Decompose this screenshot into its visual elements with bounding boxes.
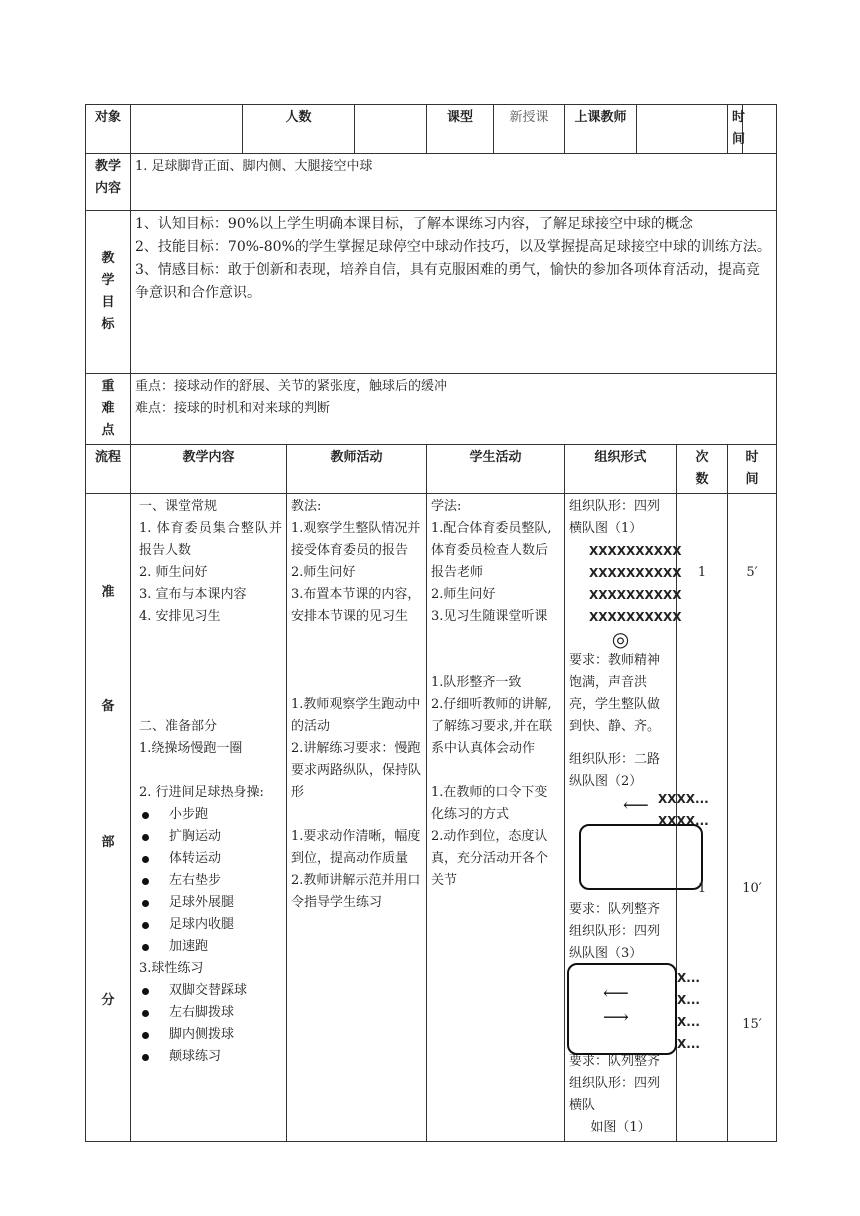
goals-label-char: 教 [101,251,115,266]
object-label: 对象 [86,105,131,154]
keypoints-label [86,374,131,445]
form3-label: 组织队形：四列纵队图（3） [569,924,661,961]
times-value: 1 [697,881,707,896]
exercise-item: 体转运动 [139,848,282,870]
object-value [131,105,243,154]
req1: 要求：教师精神饱满，声音洪亮，学生整队做到快、静、齐。 [569,653,661,734]
ball-item: 脚内侧拨球 [139,1024,282,1046]
form4-ref: 如图（1） [590,1120,651,1135]
goals-text [131,211,777,374]
type-label: 课型 [427,105,494,154]
keypoints-label-char: 重 [101,379,115,394]
teacher-item: 1.教师观察学生跑动中的活动 [291,697,421,734]
section-label [86,494,131,1142]
duration-value: 10′ [742,881,762,896]
goal-cognitive: 1、认知目标：90%以上学生明确本课目标，了解本课练习内容，了解足球接空中球的概念 [135,216,694,232]
left-arrow-icon: ⟵ [623,795,649,816]
col-times [677,445,728,494]
routine-item: 2. 师生问好 [139,565,208,580]
time-value [743,105,777,154]
req2: 要求：队列整齐 [569,902,661,917]
teacher-method: 教法: [291,499,322,514]
ball-title: 3.球性练习 [139,961,204,976]
times-value: 1 [697,565,707,580]
section-label-char: 准 [101,585,115,600]
content-label-line: 教学 [94,159,121,174]
formation-row: XXXXXXXXXX [589,588,682,602]
col-organization: 组织形式 [565,445,677,494]
right-arrow-icon: ⟶ [603,1007,629,1028]
duration-value: 5′ [746,565,758,580]
warmup-item: 1.绕操场慢跑一圈 [139,741,243,756]
routine-title: 一、课堂常规 [139,499,218,514]
goals-label-char: 标 [101,317,115,332]
exercise-item: 左右垫步 [139,870,282,892]
student-item: 2.师生问好 [431,587,496,602]
section-label-char: 分 [101,993,115,1008]
keypoints-row [86,374,777,445]
form1-label: 组织队形：四列横队图（1） [569,499,661,536]
keypoints-label-char: 点 [101,423,115,438]
goals-label-char: 目 [101,295,115,310]
column-mark: XXXX... [658,792,709,806]
teacher-label: 上课教师 [565,105,637,154]
goal-skill: 2、技能目标：70%-80%的学生掌握足球停空中球动作技巧，以及掌握提高足球接空中球的训练方法。 [135,239,771,255]
teacher-position-icon: ◎ [611,627,630,651]
column-mark: XXXX... [658,814,709,828]
col-duration-char: 间 [745,472,759,487]
preparation-row [86,494,777,1142]
keypoints-text [131,374,777,445]
duration-value: 15′ [742,1017,762,1032]
col-times-char: 数 [695,472,709,487]
student-activity-cell [427,494,565,1142]
goals-label [86,211,131,374]
routine-item: 4. 安排见习生 [139,609,221,624]
exercise-item: 加速跑 [139,936,282,958]
ball-item: 颠球练习 [139,1046,282,1068]
teaching-content-cell [131,494,287,1142]
column-header-row [86,445,777,494]
time-label: 时间 [728,105,743,154]
routine-item: 1. 体育委员集合整队并报告人数 [139,521,282,558]
formation-row: XXXXXXXXXX [589,566,682,580]
col-process: 流程 [86,445,131,494]
goals-row [86,211,777,374]
column-mark: X... [677,1037,700,1051]
exercise-item: 足球内收腿 [139,914,282,936]
teacher-item: 3.布置本节课的内容，安排本节课的见习生 [291,587,421,624]
col-times-char: 次 [695,450,709,465]
student-item: 1.在教师的口令下变化练习的方式 [431,785,548,822]
col-content: 教学内容 [131,445,287,494]
teacher-item: 1.要求动作清晰，幅度到位，提高动作质量 [291,829,421,866]
exercise-item: 扩胸运动 [139,826,282,848]
left-arrow-icon: ⟵ [603,983,629,1004]
key-point: 重点：接球动作的舒展、关节的紧张度，触球后的缓冲 [135,379,448,394]
teacher-item: 1.观察学生整队情况并接受体育委员的报告 [291,521,421,558]
column-mark: X... [677,971,700,985]
warmup-item: 2. 行进间足球热身操: [139,785,264,800]
form2-label: 组织队形：二路纵队图（2） [569,752,661,789]
goal-affective: 3、情感目标：敢于创新和表现，培养自信，具有克服困难的勇气，愉快的参加各项体育活动，提高竞争意识和合作意识。 [135,262,760,301]
formation-row: XXXXXXXXXX [589,544,682,558]
times-cell [677,494,728,1142]
content-text: 1. 足球脚背正面、脚内侧、大腿接空中球 [131,154,777,211]
student-item: 1.队形整齐一致 [431,675,522,690]
ball-item: 双脚交替踩球 [139,980,282,1002]
duration-cell [728,494,777,1142]
type-value: 新授课 [494,105,565,154]
lesson-plan-table [85,104,777,1142]
organization-cell [565,494,709,1142]
warmup-title: 二、准备部分 [139,719,218,734]
student-item: 2.动作到位，态度认真，充分活动开各个关节 [431,829,549,888]
keypoints-label-char: 难 [101,401,115,416]
col-duration [728,445,777,494]
col-student: 学生活动 [427,445,565,494]
column-mark: X... [677,1015,700,1029]
student-item: 3.见习生随课堂听课 [431,609,548,624]
routine-item: 3. 宣布与本课内容 [139,587,247,602]
column-mark: X... [677,993,700,1007]
count-value [355,105,427,154]
difficult-point: 难点：接球的时机和对来球的判断 [135,401,331,416]
form4-label: 组织队形：四列横队 [569,1076,661,1113]
goals-label-char: 学 [101,273,115,288]
student-item: 1.配合体育委员整队,体育委员检查人数后报告老师 [431,521,552,580]
teacher-item: 2.教师讲解示范并用口令指导学生练习 [291,873,421,910]
header-row [86,105,777,154]
exercise-item: 小步跑 [139,804,282,826]
teacher-value [637,105,728,154]
teacher-activity-cell [287,494,427,1142]
exercise-item: 足球外展腿 [139,892,282,914]
content-label [86,154,131,211]
teacher-item: 2.讲解练习要求：慢跑要求两路纵队，保持队形 [291,741,422,800]
section-label-char: 部 [101,835,115,850]
teacher-item: 2.师生问好 [291,565,356,580]
formation-row: XXXXXXXXXX [589,610,682,624]
ball-item: 左右脚拨球 [139,1002,282,1024]
count-label: 人数 [243,105,355,154]
col-teacher: 教师活动 [287,445,427,494]
req3: 要求：队列整齐 [569,1054,661,1069]
student-item: 2.仔细听教师的讲解,了解练习要求,并在联系中认真体会动作 [431,697,553,756]
section-label-char: 备 [101,699,115,714]
student-method: 学法: [431,499,462,514]
lesson-plan-page [85,104,776,1142]
col-duration-char: 时 [745,450,759,465]
content-row [86,154,777,211]
content-label-line: 内容 [94,181,121,196]
